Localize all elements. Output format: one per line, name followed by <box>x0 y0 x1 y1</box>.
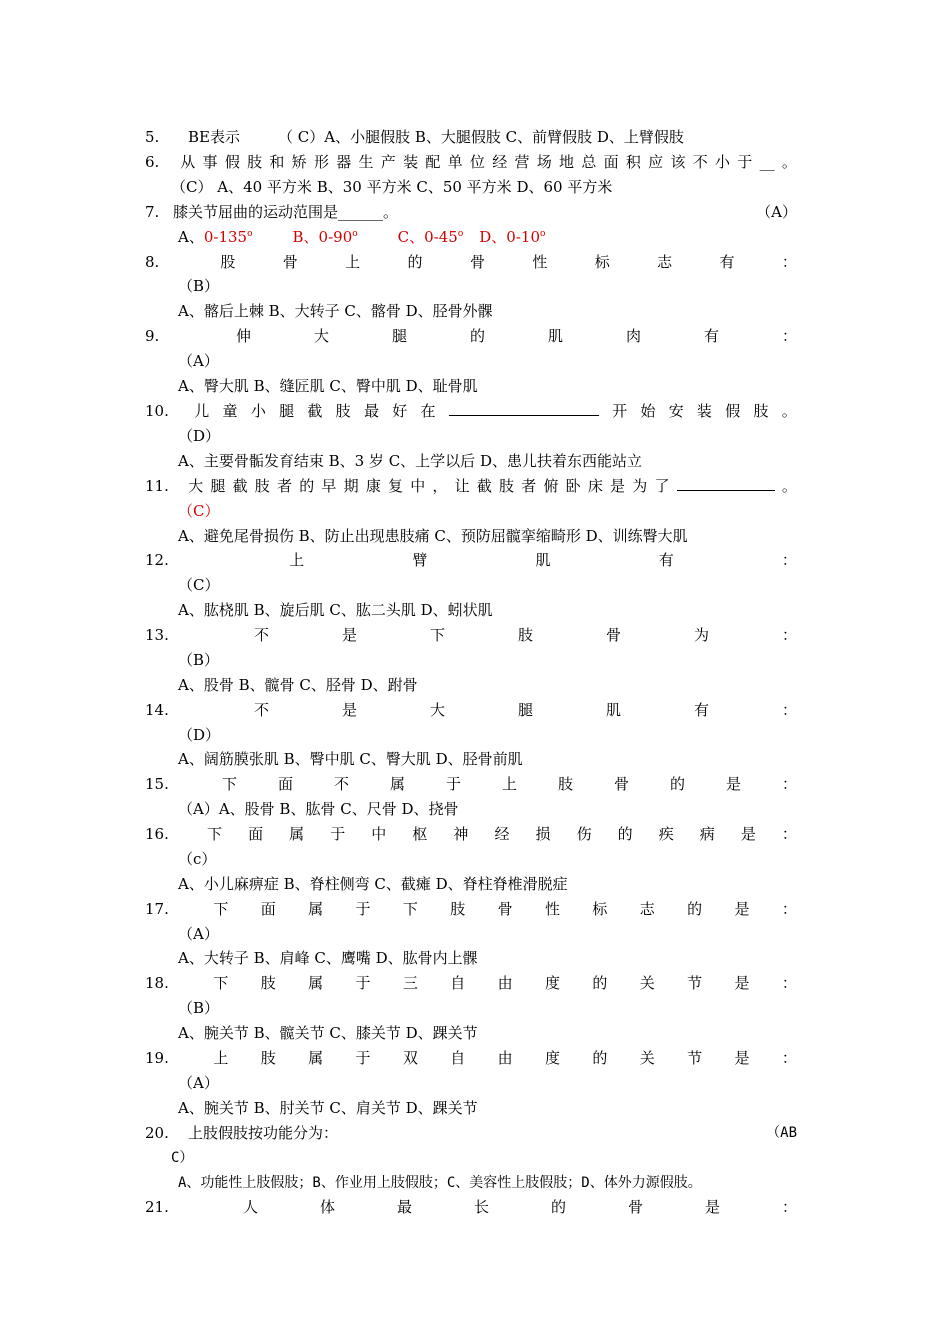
question-text: 上肢假肢按功能分为： <box>188 1124 339 1142</box>
question-char: 于 <box>355 900 371 918</box>
question-char: 病 <box>699 825 715 843</box>
question-text: BE表示 <box>188 128 240 146</box>
question-char: 大 <box>313 327 329 345</box>
answer-key: （B） <box>178 651 220 669</box>
question-char: 下 <box>213 974 229 992</box>
question-char: 的 <box>669 775 685 793</box>
question-char: ： <box>781 626 797 644</box>
question-char: 的 <box>299 477 315 495</box>
question-char: 始 <box>640 402 656 420</box>
question-char: 儿 <box>194 402 210 420</box>
question-13 <box>145 623 797 647</box>
question-char: 双 <box>402 1049 418 1067</box>
question-char: 小 <box>715 153 731 171</box>
question-14 <box>145 698 797 722</box>
question-number: 14. <box>145 701 169 719</box>
question-char: 于 <box>355 974 371 992</box>
question-char: 股 <box>220 253 236 271</box>
question-char: 童 <box>222 402 238 420</box>
question-char: 肢 <box>260 974 276 992</box>
question-char: 损 <box>535 825 551 843</box>
question-char: 让 <box>454 477 470 495</box>
question-char: 肢 <box>254 477 270 495</box>
options-line: A、避免尾骨损伤 B、防止出现患肢痛 C、预防屈髋挛缩畸形 D、训练臀大肌 <box>178 527 688 545</box>
question-18 <box>145 971 797 995</box>
question-char: 肢 <box>753 402 769 420</box>
question-15 <box>145 772 797 796</box>
question-char: ： <box>781 974 797 992</box>
question-char: 人 <box>242 1198 258 1216</box>
question-char: 有 <box>703 327 719 345</box>
question-char: 装 <box>696 402 712 420</box>
question-char: 开 <box>612 402 628 420</box>
options-line: A、腕关节 B、肘关节 C、肩关节 D、踝关节 <box>178 1099 478 1117</box>
question-char: 是 <box>725 775 741 793</box>
question-char: 复 <box>388 477 404 495</box>
answer-key: （A） <box>178 352 219 370</box>
question-char: 小 <box>250 402 266 420</box>
question-char: ： <box>781 1049 797 1067</box>
question-char: 于 <box>355 1049 371 1067</box>
option-label: A、 <box>178 228 204 246</box>
question-char: 中 <box>410 477 426 495</box>
question-text: 膝关节屈曲的运动范围是______。 <box>173 203 399 221</box>
question-char: 形 <box>313 153 329 171</box>
option-a-value: 0-135$^o$ <box>203 228 253 246</box>
question-char: 腿 <box>391 327 407 345</box>
question-12 <box>145 548 797 572</box>
question-char: 该 <box>670 153 686 171</box>
question-char: 配 <box>425 153 441 171</box>
question-char: 好 <box>392 402 408 420</box>
question-char: 上 <box>289 551 305 569</box>
question-char: 地 <box>559 153 575 171</box>
question-char: 肢 <box>335 402 351 420</box>
question-11 <box>145 474 797 498</box>
question-char: 矫 <box>291 153 307 171</box>
question-8 <box>145 250 797 274</box>
question-number: 21. <box>145 1198 169 1216</box>
question-char: 臂 <box>412 551 428 569</box>
option-b: B、0-90$^o$ <box>292 228 358 246</box>
question-char: 为 <box>693 626 709 644</box>
question-char: 是 <box>734 1049 750 1067</box>
question-17 <box>145 897 797 921</box>
question-char: __ <box>759 153 775 171</box>
question-char: 康 <box>365 477 381 495</box>
options-line: A、主要骨骺发育结束 B、3 岁 C、上学以后 D、患儿扶着东西能站立 <box>178 452 642 470</box>
question-char: 的 <box>592 974 608 992</box>
question-char: 腿 <box>210 477 226 495</box>
options-line: A、髂后上棘 B、大转子 C、髂骨 D、胫骨外髁 <box>178 302 493 320</box>
question-char: 不 <box>333 775 349 793</box>
question-number: 7. <box>145 203 160 221</box>
question-number: 6. <box>145 153 160 171</box>
question-char: 装 <box>403 153 419 171</box>
question-char: 肌 <box>605 701 621 719</box>
question-char: 的 <box>550 1198 566 1216</box>
answer-key: （ C） <box>277 128 325 146</box>
question-char: 器 <box>336 153 352 171</box>
question-char: 俯 <box>543 477 559 495</box>
question-char: 面 <box>603 153 619 171</box>
answer-key: （C） <box>178 576 220 594</box>
question-char: 上 <box>213 1049 229 1067</box>
question-char: ： <box>781 900 797 918</box>
question-char: 节 <box>687 1049 703 1067</box>
answer-key: （B） <box>178 277 220 295</box>
question-16 <box>145 822 797 846</box>
question-char: 总 <box>581 153 597 171</box>
question-char: 最 <box>363 402 379 420</box>
question-char: 是 <box>610 477 626 495</box>
question-char: 卧 <box>565 477 581 495</box>
question-char: 三 <box>402 974 418 992</box>
question-char: 不 <box>692 153 708 171</box>
question-char: 产 <box>380 153 396 171</box>
question-char: 有 <box>693 701 709 719</box>
q7-options <box>178 225 797 249</box>
option-c: C、0-45$^o$ <box>397 228 464 246</box>
question-char: 度 <box>544 1049 560 1067</box>
question-char: 生 <box>358 153 374 171</box>
question-19 <box>145 1046 797 1070</box>
question-char: 的 <box>687 900 703 918</box>
answer-key: （D） <box>178 726 221 744</box>
options-line: A、臀大肌 B、缝匠肌 C、臀中肌 D、耻骨肌 <box>178 377 478 395</box>
question-char: 度 <box>544 974 560 992</box>
question-char: 有 <box>658 551 674 569</box>
question-char: ： <box>781 253 797 271</box>
question-char: 面 <box>260 900 276 918</box>
question-char: 肉 <box>625 327 641 345</box>
question-char: 骨 <box>627 1198 643 1216</box>
question-char: 肢 <box>557 775 573 793</box>
question-char: 志 <box>657 253 673 271</box>
question-char: 是 <box>734 900 750 918</box>
question-char: 标 <box>592 900 608 918</box>
question-number: 17. <box>145 900 169 918</box>
question-char: 早 <box>321 477 337 495</box>
answer-blank <box>449 399 599 416</box>
question-number: 20. <box>145 1124 169 1142</box>
question-char: 中 <box>371 825 387 843</box>
question-char: 属 <box>308 974 324 992</box>
question-char: 下 <box>207 825 223 843</box>
question-char: 属 <box>308 1049 324 1067</box>
question-char: 从 <box>180 153 196 171</box>
question-char: 安 <box>668 402 684 420</box>
question-char: ： <box>781 701 797 719</box>
question-char: 肢 <box>499 477 515 495</box>
question-char: 长 <box>473 1198 489 1216</box>
question-number: 18. <box>145 974 169 992</box>
options-line: A、大转子 B、肩峰 C、鹰嘴 D、肱骨内上髁 <box>178 949 478 967</box>
question-char: 者 <box>277 477 293 495</box>
question-char: 截 <box>232 477 248 495</box>
answer-key: （A） <box>178 925 219 943</box>
question-number: 16. <box>145 825 169 843</box>
question-char: 最 <box>396 1198 412 1216</box>
question-char: 肌 <box>547 327 563 345</box>
question-char: 疾 <box>658 825 674 843</box>
question-char: 性 <box>532 253 548 271</box>
question-char: 是 <box>704 1198 720 1216</box>
question-char: 属 <box>289 825 305 843</box>
question-char: 上 <box>501 775 517 793</box>
options-line: A、股骨 B、髋骨 C、胫骨 D、跗骨 <box>178 676 418 694</box>
question-char: 场 <box>536 153 552 171</box>
question-char: 下 <box>402 900 418 918</box>
question-char: 由 <box>497 974 513 992</box>
question-char: ： <box>781 1198 797 1216</box>
question-char: 上 <box>345 253 361 271</box>
question-number: 19. <box>145 1049 169 1067</box>
answer-key: （B） <box>178 999 220 1017</box>
question-char: 是 <box>740 825 756 843</box>
options-line: （A）A、股骨 B、肱骨 C、尺骨 D、挠骨 <box>178 800 459 818</box>
question-char: 不 <box>253 701 269 719</box>
question-char: 下 <box>221 775 237 793</box>
question-char: 肢 <box>247 153 263 171</box>
question-char: 伸 <box>235 327 251 345</box>
question-char: 截 <box>476 477 492 495</box>
question-char: 骨 <box>282 253 298 271</box>
question-char: 期 <box>343 477 359 495</box>
question-number: 9. <box>145 327 160 345</box>
question-char: 者 <box>521 477 537 495</box>
options-line: A、功能性上肢假肢；B、作业用上肢假肢；C、美容性上肢假肢；D、体外力源假肢。 <box>178 1175 702 1191</box>
question-char: 关 <box>639 1049 655 1067</box>
question-9 <box>145 324 797 348</box>
answer-key: （A） <box>756 203 797 221</box>
answer-blank <box>677 474 775 491</box>
question-char: 肢 <box>517 626 533 644</box>
question-char: 属 <box>308 900 324 918</box>
question-char: 了 <box>654 477 670 495</box>
question-char: 大 <box>188 477 204 495</box>
question-char: 位 <box>469 153 485 171</box>
question-char: 下 <box>429 626 445 644</box>
question-char: 节 <box>687 974 703 992</box>
question-char: 有 <box>719 253 735 271</box>
option-d: D、0-10$^o$ <box>479 228 546 246</box>
question-char: 骨 <box>605 626 621 644</box>
answer-key: （C） <box>178 502 220 520</box>
question-char: 于 <box>737 153 753 171</box>
question-char: 截 <box>307 402 323 420</box>
options-line: A、小腿假肢 B、大腿假肢 C、前臂假肢 D、上臂假肢 <box>324 128 684 146</box>
question-char: 应 <box>648 153 664 171</box>
question-char: ： <box>781 551 797 569</box>
question-char: 志 <box>639 900 655 918</box>
question-char: 。 <box>781 477 797 495</box>
question-char: 自 <box>450 1049 466 1067</box>
question-char: 为 <box>632 477 648 495</box>
question-char: 床 <box>587 477 603 495</box>
question-char: 。 <box>781 153 797 171</box>
question-char: 由 <box>497 1049 513 1067</box>
question-21 <box>145 1195 797 1219</box>
question-char: ： <box>781 327 797 345</box>
question-char: 于 <box>445 775 461 793</box>
question-char: 不 <box>253 626 269 644</box>
question-char: 假 <box>725 402 741 420</box>
answer-key: （c） <box>178 850 217 868</box>
answer-key: （A） <box>178 1074 219 1092</box>
question-char: ： <box>781 825 797 843</box>
question-char: 的 <box>407 253 423 271</box>
question-char: 腿 <box>279 402 295 420</box>
answer-key: （AB <box>766 1125 797 1141</box>
question-char: 于 <box>330 825 346 843</box>
question-char: ， <box>432 477 448 495</box>
options-line: A、肱桡肌 B、旋后肌 C、肱二头肌 D、蚓状肌 <box>178 601 493 619</box>
answer-key: （D） <box>178 427 221 445</box>
question-char: 下 <box>213 900 229 918</box>
question-char: 的 <box>469 327 485 345</box>
question-number: 13. <box>145 626 169 644</box>
question-char: 性 <box>544 900 560 918</box>
question-5 <box>145 125 797 149</box>
question-char: 骨 <box>469 253 485 271</box>
question-char: 神 <box>453 825 469 843</box>
question-char: 是 <box>341 626 357 644</box>
question-6 <box>145 150 797 174</box>
question-char: ： <box>781 775 797 793</box>
answer-key-continued: C） <box>171 1150 194 1166</box>
question-char: 假 <box>224 153 240 171</box>
question-char: 营 <box>514 153 530 171</box>
options-line: A、腕关节 B、髋关节 C、膝关节 D、踝关节 <box>178 1024 478 1042</box>
question-7 <box>145 200 797 224</box>
question-number: 11. <box>145 477 169 495</box>
q6-answer-line: （C） A、40 平方米 B、30 平方米 C、50 平方米 D、60 平方米 <box>171 178 613 196</box>
options-line: A、阔筋膜张肌 B、臀中肌 C、臀大肌 D、胫骨前肌 <box>178 750 523 768</box>
question-char: 单 <box>447 153 463 171</box>
question-char: 肌 <box>535 551 551 569</box>
question-char: 和 <box>269 153 285 171</box>
question-char: 体 <box>319 1198 335 1216</box>
question-char: 腿 <box>517 701 533 719</box>
question-char: 的 <box>617 825 633 843</box>
question-char: 积 <box>625 153 641 171</box>
question-char: 枢 <box>412 825 428 843</box>
question-number: 15. <box>145 775 169 793</box>
question-char: 属 <box>389 775 405 793</box>
question-char: 是 <box>734 974 750 992</box>
question-char: 骨 <box>613 775 629 793</box>
question-char: 面 <box>277 775 293 793</box>
question-number: 12. <box>145 551 169 569</box>
question-char: 的 <box>592 1049 608 1067</box>
question-char: 在 <box>420 402 436 420</box>
question-char: 自 <box>450 974 466 992</box>
question-char: 肢 <box>450 900 466 918</box>
question-number: 8. <box>145 253 160 271</box>
question-char: 骨 <box>497 900 513 918</box>
question-char: 标 <box>594 253 610 271</box>
options-line: A、小儿麻痹症 B、脊柱侧弯 C、截瘫 D、脊柱脊椎滑脱症 <box>178 875 568 893</box>
question-char: 。 <box>781 402 797 420</box>
question-char: 是 <box>341 701 357 719</box>
question-10 <box>145 399 797 423</box>
question-char: 大 <box>429 701 445 719</box>
question-number: 10. <box>145 402 169 420</box>
question-char: 面 <box>248 825 264 843</box>
question-char: 关 <box>639 974 655 992</box>
question-char: 经 <box>494 825 510 843</box>
question-20 <box>145 1121 797 1145</box>
question-number: 5. <box>145 128 160 146</box>
question-char: 事 <box>202 153 218 171</box>
question-char: 伤 <box>576 825 592 843</box>
question-char: 肢 <box>260 1049 276 1067</box>
question-char: 经 <box>492 153 508 171</box>
